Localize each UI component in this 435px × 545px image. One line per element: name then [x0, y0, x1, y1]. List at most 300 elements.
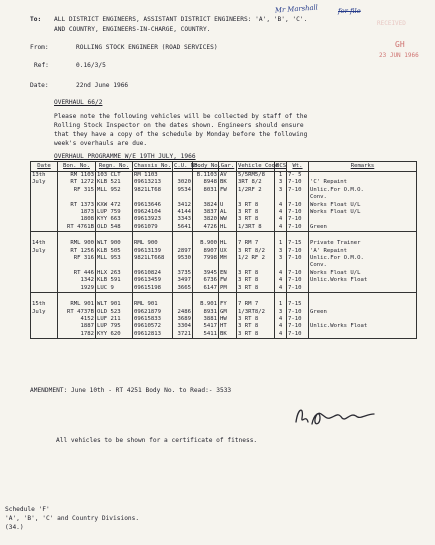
- table-cell: 1887: [58, 323, 96, 330]
- table-cell: OLD 523: [96, 309, 133, 316]
- table-cell: [31, 209, 58, 216]
- table-cell: Unlic.For O.M.O.: [309, 255, 417, 262]
- table-cell: RT 4737B: [58, 309, 96, 316]
- table-cell: WLT 901: [96, 301, 133, 308]
- to-label: To:: [30, 16, 42, 23]
- table-cell: Private Trainer: [309, 240, 417, 247]
- table-cell: [173, 301, 193, 308]
- table-cell: 7-10: [287, 277, 309, 284]
- table-cell: [31, 202, 58, 209]
- table-cell: MLL 952: [96, 187, 133, 194]
- table-cell: [133, 262, 173, 269]
- spacer-cell: [58, 232, 96, 241]
- table-cell: WLT 900: [96, 240, 133, 247]
- table-cell: 3497: [173, 277, 193, 284]
- table-row: [31, 202, 417, 209]
- table-cell: 7-10: [287, 209, 309, 216]
- signature-scribble: [290, 402, 380, 432]
- table-row: [31, 172, 417, 180]
- table-cell: Unlic.Works Float: [309, 277, 417, 284]
- table-cell: 3: [275, 309, 287, 316]
- table-cell: 4152: [58, 316, 96, 323]
- table-cell: B.1103: [193, 172, 219, 180]
- table-cell: July: [31, 309, 58, 316]
- table-cell: LUF 211: [96, 316, 133, 323]
- table-cell: 5417: [193, 323, 219, 330]
- table-row: [31, 270, 417, 277]
- table-cell: RM 1103: [58, 172, 96, 180]
- table-cell: [309, 316, 417, 323]
- table-cell: 5411: [193, 331, 219, 339]
- group-spacer: [31, 232, 417, 241]
- table-cell: AV: [219, 172, 237, 180]
- col-cu-no: C.U. No.: [173, 162, 193, 172]
- table-row: [31, 285, 417, 293]
- spacer-cell: [287, 232, 309, 241]
- table-cell: RT 1373: [58, 202, 96, 209]
- table-cell: RM 1103: [133, 172, 173, 180]
- table-cell: RML 900: [58, 240, 96, 247]
- table-cell: RML 901: [133, 301, 173, 308]
- table-cell: 3689: [173, 316, 193, 323]
- programme-title: OVERHAUL PROGRAMME W/E 19TH JULY, 1966: [54, 153, 196, 160]
- table-cell: 7-10: [287, 216, 309, 223]
- table-cell: [31, 255, 58, 262]
- table-cell: BK: [219, 179, 237, 186]
- table-cell: 3824: [193, 202, 219, 209]
- table-cell: 4: [275, 277, 287, 284]
- table-cell: RF 316: [58, 255, 96, 262]
- table-cell: 3 RT 8: [237, 216, 275, 223]
- table-cell: [193, 194, 219, 201]
- table-cell: 3 RT 8: [237, 277, 275, 284]
- table-cell: FW: [219, 187, 237, 194]
- table-row: [31, 323, 417, 330]
- table-cell: 8948: [193, 179, 219, 186]
- table-cell: RML 901: [58, 301, 96, 308]
- table-row: [31, 248, 417, 255]
- table-cell: HL: [219, 224, 237, 232]
- table-cell: 3735: [173, 270, 193, 277]
- table-cell: 4: [275, 331, 287, 339]
- table-cell: 09610824: [133, 270, 173, 277]
- table-row: [31, 194, 417, 201]
- col-remarks: Remarks: [309, 162, 417, 172]
- table-cell: 5/5RM5/8: [237, 172, 275, 180]
- table-row: [31, 316, 417, 323]
- table-cell: 3665: [173, 285, 193, 293]
- table-cell: KLB 505: [96, 248, 133, 255]
- spacer-cell: [96, 232, 133, 241]
- table-cell: HT: [219, 323, 237, 330]
- table-cell: July: [31, 179, 58, 186]
- signature: [290, 402, 380, 432]
- col-garage: Gar.: [219, 162, 237, 172]
- col-date: Date: [31, 162, 58, 172]
- table-cell: 09615833: [133, 316, 173, 323]
- table-cell: [173, 194, 193, 201]
- table-cell: 3 RT 8: [237, 316, 275, 323]
- table-cell: LUC 9: [96, 285, 133, 293]
- table-cell: PM: [219, 285, 237, 293]
- table-cell: [309, 331, 417, 339]
- amendment-note: AMENDMENT: June 10th - RT 4251 Body No. to Read:- 3533: [30, 387, 232, 394]
- table-row: [31, 209, 417, 216]
- spacer-cell: [287, 293, 309, 302]
- table-cell: BK: [219, 331, 237, 339]
- table-row: [31, 262, 417, 269]
- table-cell: 9530: [173, 255, 193, 262]
- spacer-cell: [133, 232, 173, 241]
- table-cell: Green: [309, 309, 417, 316]
- table-cell: OLD 548: [96, 224, 133, 232]
- group-spacer: [31, 293, 417, 302]
- table-cell: 103 CLT: [96, 172, 133, 180]
- table-row: [31, 277, 417, 284]
- stamp-line-3: 23 JUN 1966: [379, 52, 419, 59]
- table-cell: 8907: [193, 248, 219, 255]
- table-cell: 2486: [173, 309, 193, 316]
- table-cell: 4: [275, 323, 287, 330]
- table-cell: 1: [275, 240, 287, 247]
- spacer-cell: [237, 293, 275, 302]
- table-cell: RT 4761B: [58, 224, 96, 232]
- table-row: [31, 179, 417, 186]
- schedule-line-2: 'A', 'B', 'C' and Country Divisions.: [5, 515, 140, 522]
- ref-value: 0.16/3/5: [76, 62, 106, 69]
- table-cell: Works Float U/L: [309, 209, 417, 216]
- table-cell: Works Float U/L: [309, 202, 417, 209]
- paragraph-line-2: Rolling Stock Inspector on the dates shown. Engineers should ensure: [54, 122, 304, 129]
- table-cell: [237, 262, 275, 269]
- table-cell: MLL 953: [96, 255, 133, 262]
- table-cell: 8931: [193, 309, 219, 316]
- table-cell: [275, 194, 287, 201]
- col-bon-no: Bon. No.: [58, 162, 96, 172]
- table-cell: 1/2 RF 2: [237, 255, 275, 262]
- table-cell: 6147: [193, 285, 219, 293]
- table-cell: 15th: [31, 301, 58, 308]
- col-chassis-no: Chassis No.: [133, 162, 173, 172]
- table-cell: [31, 187, 58, 194]
- table-cell: 3945: [193, 270, 219, 277]
- table-cell: [173, 172, 193, 180]
- table-cell: 7-10: [287, 309, 309, 316]
- spacer-cell: [219, 293, 237, 302]
- table-cell: 1929: [58, 285, 96, 293]
- table-cell: 4: [275, 202, 287, 209]
- table-cell: 1/3RT8/2: [237, 309, 275, 316]
- table-cell: [31, 194, 58, 201]
- table-cell: 4: [275, 285, 287, 293]
- paragraph-line-1: Please note the following vehicles will be collected by staff of the: [54, 113, 308, 120]
- table-cell: 3881: [193, 316, 219, 323]
- table-cell: 3: [275, 187, 287, 194]
- table-cell: AL: [219, 209, 237, 216]
- table-cell: [219, 194, 237, 201]
- received-stamp: [375, 16, 427, 72]
- table-cell: 3: [275, 179, 287, 186]
- table-row: [31, 187, 417, 194]
- table-cell: 3020: [173, 179, 193, 186]
- spacer-cell: [275, 232, 287, 241]
- table-cell: 3412: [173, 202, 193, 209]
- table-cell: [58, 194, 96, 201]
- table-cell: [31, 285, 58, 293]
- table-cell: [275, 262, 287, 269]
- spacer-cell: [58, 293, 96, 302]
- table-cell: 'A' Repaint: [309, 248, 417, 255]
- table-cell: RML 900: [133, 240, 173, 247]
- table-cell: 6736: [193, 277, 219, 284]
- table-cell: [309, 216, 417, 223]
- table-cell: 1/2RF 2: [237, 187, 275, 194]
- spacer-cell: [31, 232, 58, 241]
- table-cell: 7-10: [287, 179, 309, 186]
- table-cell: 4144: [173, 209, 193, 216]
- table-cell: 3 RT 8: [237, 323, 275, 330]
- table-row: [31, 240, 417, 247]
- table-cell: 14th: [31, 240, 58, 247]
- table-cell: 1: [275, 301, 287, 308]
- table-cell: 09613139: [133, 248, 173, 255]
- table-cell: [31, 277, 58, 284]
- table-cell: 2897: [173, 248, 193, 255]
- table-cell: 7-15: [287, 240, 309, 247]
- table-cell: 3: [275, 255, 287, 262]
- table-row: [31, 309, 417, 316]
- fitness-note: All vehicles to be shown for a certificate of fitness.: [56, 437, 258, 444]
- table-cell: 09613213: [133, 179, 173, 186]
- table-cell: 4: [275, 270, 287, 277]
- table-cell: 09612813: [133, 331, 173, 339]
- spacer-cell: [275, 293, 287, 302]
- table-cell: [173, 262, 193, 269]
- table-cell: 09613646: [133, 202, 173, 209]
- stamp-line-2: GH: [395, 40, 405, 49]
- table-cell: 3: [275, 248, 287, 255]
- table-cell: [31, 216, 58, 223]
- table-cell: 9534: [173, 187, 193, 194]
- table-cell: 7 RM 7: [237, 240, 275, 247]
- table-cell: RT 1256: [58, 248, 96, 255]
- table-cell: EN: [219, 270, 237, 277]
- table-cell: FY: [219, 301, 237, 308]
- table-cell: [31, 331, 58, 339]
- table-cell: [237, 194, 275, 201]
- overhaul-title: OVERHAUL 66/2: [54, 99, 103, 106]
- table-cell: 3343: [173, 216, 193, 223]
- spacer-cell: [219, 232, 237, 241]
- table-cell: 9821LT68: [133, 187, 173, 194]
- table-cell: 7-10: [287, 224, 309, 232]
- table-cell: [309, 285, 417, 293]
- table-cell: 'C' Repaint: [309, 179, 417, 186]
- schedule-line-3: (34.): [5, 524, 24, 531]
- col-vehicle-code: Vehicle Code: [237, 162, 275, 172]
- table-cell: 3 RT 8: [237, 209, 275, 216]
- spacer-cell: [133, 293, 173, 302]
- table-cell: 4: [275, 209, 287, 216]
- date-value: 22nd June 1966: [76, 82, 129, 89]
- table-cell: UX: [219, 248, 237, 255]
- table-row: [31, 224, 417, 232]
- table-cell: LUP 759: [96, 209, 133, 216]
- table-cell: 5641: [173, 224, 193, 232]
- table-cell: MH: [219, 255, 237, 262]
- table-cell: RT 446: [58, 270, 96, 277]
- table-cell: [31, 262, 58, 269]
- table-cell: 7-10: [287, 187, 309, 194]
- table-cell: 4: [275, 316, 287, 323]
- table-cell: [309, 172, 417, 180]
- col-weight: Wt.: [287, 162, 309, 172]
- table-cell: 7-10: [287, 331, 309, 339]
- table-cell: 7-10: [287, 202, 309, 209]
- table-cell: 1808: [58, 216, 96, 223]
- stamp-line-1: RECEIVED: [377, 20, 406, 27]
- table-cell: 3304: [173, 323, 193, 330]
- date-label: Date:: [30, 82, 49, 89]
- col-body-no: Body No.: [193, 162, 219, 172]
- table-cell: 7- 5: [287, 172, 309, 180]
- ref-label: Ref:: [34, 62, 49, 69]
- table-cell: 09613459: [133, 277, 173, 284]
- table-cell: HLX 263: [96, 270, 133, 277]
- spacer-cell: [31, 293, 58, 302]
- table-cell: [219, 262, 237, 269]
- spacer-cell: [193, 293, 219, 302]
- table-cell: 1: [275, 172, 287, 180]
- table-cell: [31, 224, 58, 232]
- table-cell: Works Float U/L: [309, 270, 417, 277]
- table-header: [31, 162, 417, 172]
- table-cell: 3 RT 8: [237, 285, 275, 293]
- table-cell: 7 RM 7: [237, 301, 275, 308]
- paragraph-line-4: week's overhauls are due.: [54, 140, 148, 147]
- table-cell: 3 RT 8: [237, 270, 275, 277]
- spacer-cell: [173, 232, 193, 241]
- table-cell: 7-10: [287, 285, 309, 293]
- table-cell: 3721: [173, 331, 193, 339]
- table-cell: July: [31, 248, 58, 255]
- table-cell: [96, 194, 133, 201]
- table-cell: KYY 663: [96, 216, 133, 223]
- table-cell: [309, 301, 417, 308]
- table-cell: KLB 521: [96, 179, 133, 186]
- spacer-cell: [173, 293, 193, 302]
- table-row: [31, 331, 417, 339]
- table-row: [31, 301, 417, 308]
- table-cell: 9821LT668: [133, 255, 173, 262]
- to-line-2: AND COUNTRY, ENGINEERS-IN-CHARGE, COUNTRY.: [54, 26, 211, 33]
- table-cell: [31, 323, 58, 330]
- table-cell: 8031: [193, 187, 219, 194]
- table-cell: RF 315: [58, 187, 96, 194]
- table-cell: 1873: [58, 209, 96, 216]
- table-cell: B.901: [193, 301, 219, 308]
- table-row: [31, 216, 417, 223]
- table-cell: KYY 620: [96, 331, 133, 339]
- table-cell: [133, 194, 173, 201]
- col-bcs: BCS: [275, 162, 287, 172]
- table-cell: 4: [275, 216, 287, 223]
- table-body: [31, 172, 417, 339]
- table-cell: LUP 795: [96, 323, 133, 330]
- spacer-cell: [193, 232, 219, 241]
- table-cell: KLB 591: [96, 277, 133, 284]
- table-cell: 3 RT 8/2: [237, 248, 275, 255]
- table-cell: 0961079: [133, 224, 173, 232]
- table-cell: Conv.: [309, 262, 417, 269]
- table-cell: 1/3RT 8: [237, 224, 275, 232]
- table-cell: 7-10: [287, 323, 309, 330]
- table-cell: Unlic.For O.M.O.: [309, 187, 417, 194]
- table-cell: 3820: [193, 216, 219, 223]
- table-cell: HL: [219, 240, 237, 247]
- from-label: From:: [30, 44, 49, 51]
- table-cell: U: [219, 202, 237, 209]
- table-row: [31, 255, 417, 262]
- table-cell: 7-10: [287, 248, 309, 255]
- table-cell: Conv.: [309, 194, 417, 201]
- table-cell: Green: [309, 224, 417, 232]
- table-cell: [193, 262, 219, 269]
- spacer-cell: [309, 293, 417, 302]
- table-cell: [287, 262, 309, 269]
- table-cell: 3 RT 8: [237, 202, 275, 209]
- table-cell: 09621879: [133, 309, 173, 316]
- table-cell: [31, 316, 58, 323]
- table-cell: 1782: [58, 331, 96, 339]
- table-cell: 09624104: [133, 209, 173, 216]
- to-line-1: ALL DISTRICT ENGINEERS, ASSISTANT DISTRICT ENGINEERS: 'A', 'B', 'C'.: [54, 16, 308, 23]
- table-cell: 7-10: [287, 270, 309, 277]
- table-cell: 7-10: [287, 316, 309, 323]
- table-cell: 4726: [193, 224, 219, 232]
- table-cell: 09613923: [133, 216, 173, 223]
- table-cell: [173, 240, 193, 247]
- table-cell: KXW 472: [96, 202, 133, 209]
- table-cell: [96, 262, 133, 269]
- handwritten-note-file: for file: [338, 7, 361, 15]
- spacer-cell: [309, 232, 417, 241]
- table-cell: [287, 194, 309, 201]
- table-cell: 3 RT 8: [237, 331, 275, 339]
- table-cell: [31, 270, 58, 277]
- table-cell: 09615198: [133, 285, 173, 293]
- paragraph-line-3: that they have a copy of the schedule by Monday before the following: [54, 131, 308, 138]
- table-cell: 7-15: [287, 301, 309, 308]
- table-cell: 1342: [58, 277, 96, 284]
- overhaul-table: [30, 161, 417, 339]
- table-cell: B.900: [193, 240, 219, 247]
- table-cell: 13th: [31, 172, 58, 180]
- table-cell: [58, 262, 96, 269]
- schedule-line-1: Schedule 'F': [5, 506, 50, 513]
- table-cell: 09610572: [133, 323, 173, 330]
- handwritten-note-marshall: Mr Marshall: [274, 3, 319, 15]
- table-cell: Unlic.Works Float: [309, 323, 417, 330]
- table-cell: RT 1272: [58, 179, 96, 186]
- table-cell: WW: [219, 216, 237, 223]
- table-cell: 7-10: [287, 255, 309, 262]
- table-cell: 3RT 8/2: [237, 179, 275, 186]
- spacer-cell: [96, 293, 133, 302]
- table-cell: HW: [219, 316, 237, 323]
- table-cell: 4: [275, 224, 287, 232]
- from-value: ROLLING STOCK ENGINEER (ROAD SERVICES): [76, 44, 218, 51]
